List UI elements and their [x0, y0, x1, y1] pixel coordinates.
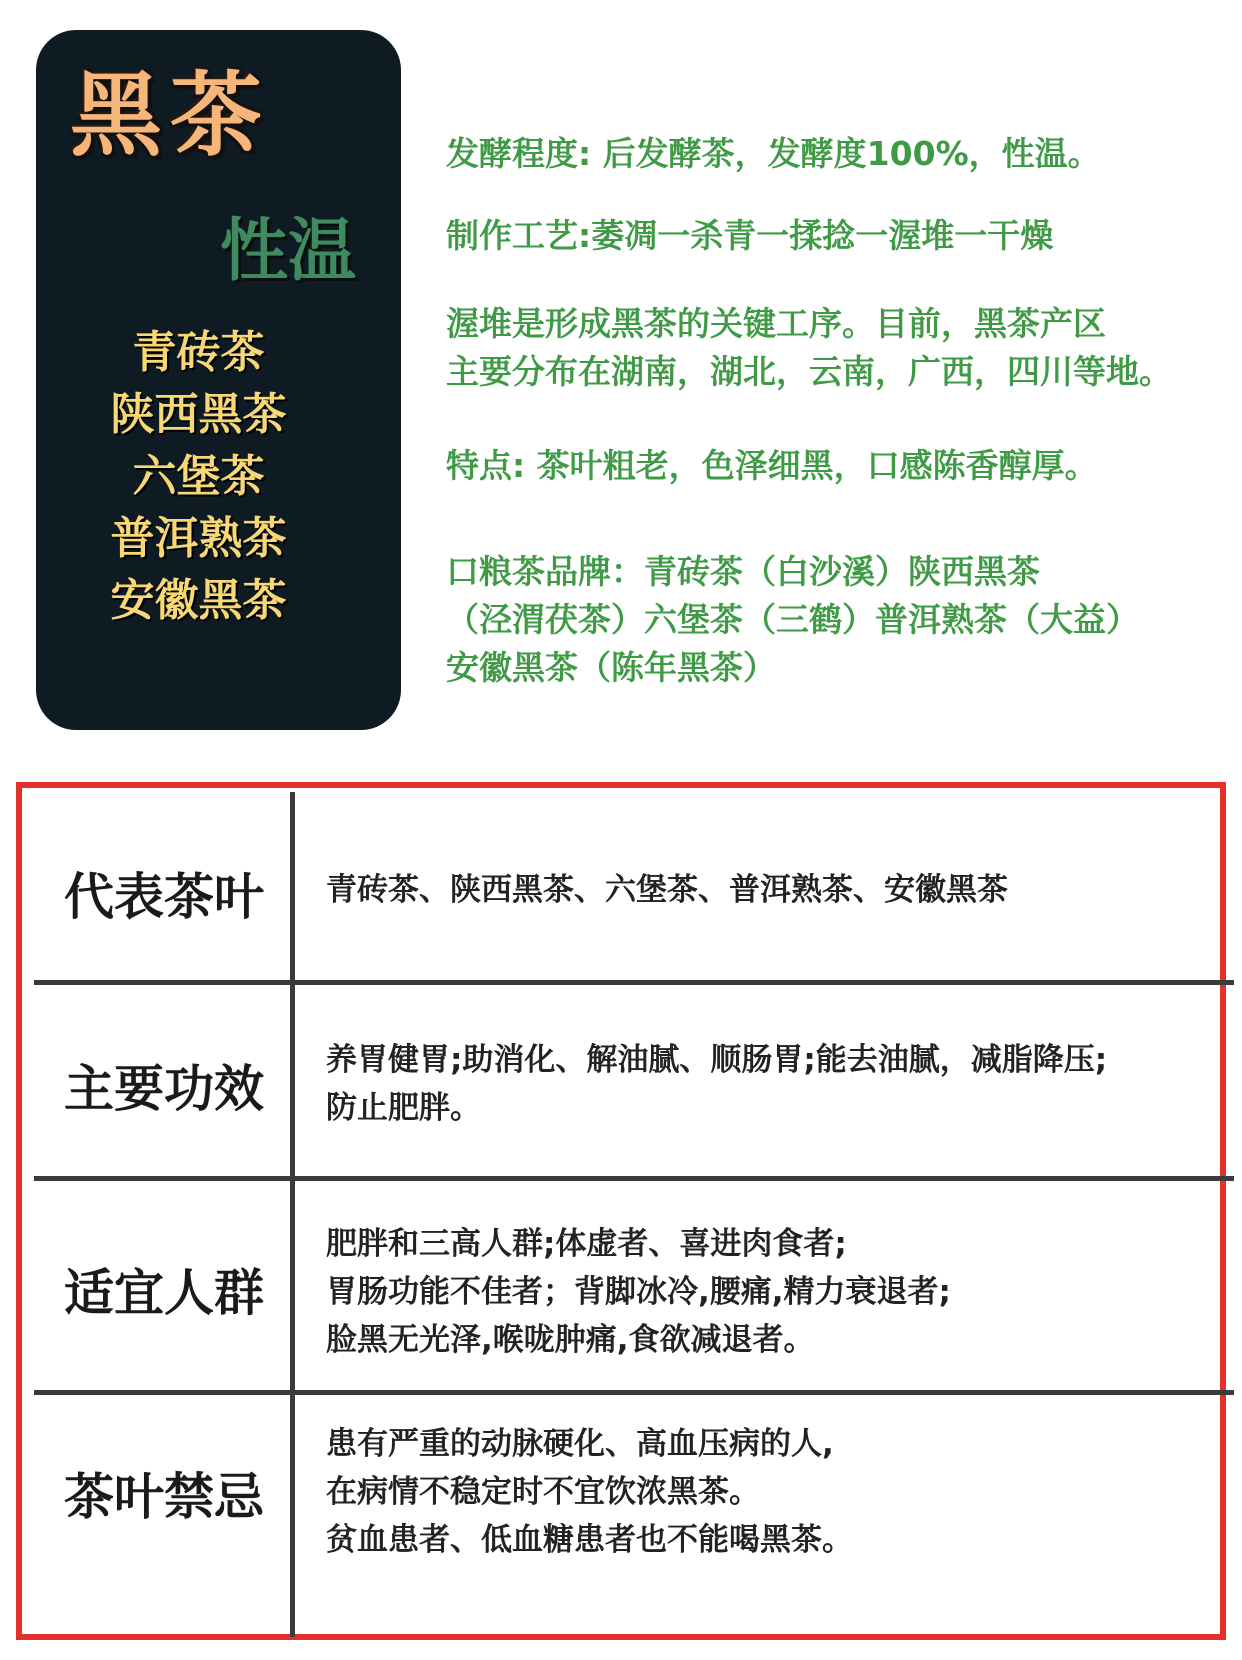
- tea-item: 安徽黑茶: [110, 575, 287, 626]
- features-info: [446, 442, 1098, 490]
- fermentation-line: 发酵程度: 后发酵茶，发酵度100%，性温。: [446, 134, 1101, 173]
- row-text-line: 脸黑无光泽,喉咙肿痛,食欲减退者。: [326, 1322, 815, 1358]
- row-text-line: 在病情不稳定时不宜饮浓黑茶。: [326, 1474, 760, 1510]
- key-process-line: 主要分布在湖南，湖北，云南，广西，四川等地。: [446, 352, 1172, 391]
- row-divider: [34, 1390, 1234, 1395]
- tea-list: [36, 322, 401, 632]
- tea-item: 陕西黑茶: [110, 389, 287, 440]
- brands-line: 口粮茶品牌：青砖茶（白沙溪）陕西黑茶: [446, 552, 1040, 591]
- features-line: 特点: 茶叶粗老，色泽细黑，口感陈香醇厚。: [446, 446, 1098, 485]
- row-divider: [34, 1176, 1234, 1181]
- row-label-effects: 主要功效: [64, 1060, 264, 1118]
- row-text-suitable: [326, 1220, 951, 1364]
- tea-item: 普洱熟茶: [110, 513, 287, 564]
- card-title: 黑茶: [70, 62, 271, 169]
- row-text-line: 肥胖和三高人群;体虚者、喜进肉食者;: [326, 1226, 847, 1262]
- row-text-line: 患有严重的动脉硬化、高血压病的人,: [326, 1426, 834, 1462]
- row-text-line: 青砖茶、陕西黑茶、六堡茶、普洱熟茶、安徽黑茶: [326, 872, 1008, 908]
- row-text-effects: [326, 1036, 1107, 1132]
- row-label-representative: 代表茶叶: [64, 868, 264, 926]
- row-text-line: 贫血患者、低血糖患者也不能喝黑茶。: [326, 1522, 853, 1558]
- row-text-representative: [326, 866, 1008, 914]
- brands-line: 安徽黑茶（陈年黑茶）: [446, 648, 776, 687]
- row-text-line: 防止肥胖。: [326, 1090, 481, 1126]
- fermentation-info: [446, 130, 1101, 178]
- brands-info: [446, 548, 1139, 692]
- row-divider: [34, 980, 1234, 985]
- key-process-line: 渥堆是形成黑茶的关键工序。目前，黑茶产区: [446, 304, 1106, 343]
- row-text-line: 胃肠功能不佳者；背脚冰冷,腰痛,精力衰退者;: [326, 1274, 951, 1310]
- row-text-taboos: [326, 1420, 853, 1564]
- key-process-info: [446, 300, 1172, 396]
- info-table: [16, 782, 1226, 1640]
- card-subtitle: 性温: [220, 212, 357, 291]
- row-text-line: 养胃健胃;助消化、解油腻、顺肠胃;能去油腻，减脂降压;: [326, 1042, 1108, 1078]
- process-info: [446, 212, 1053, 260]
- tea-item: 青砖茶: [132, 327, 265, 378]
- tea-item: 六堡茶: [132, 451, 265, 502]
- brands-line: （泾渭茯茶）六堡茶（三鹤）普洱熟茶（大益）: [446, 600, 1139, 639]
- row-label-suitable: 适宜人群: [64, 1264, 264, 1322]
- row-label-taboos: 茶叶禁忌: [64, 1468, 264, 1526]
- column-divider: [290, 792, 295, 1637]
- process-line: 制作工艺:萎凋一杀青一揉捻一渥堆一干燥: [446, 216, 1054, 255]
